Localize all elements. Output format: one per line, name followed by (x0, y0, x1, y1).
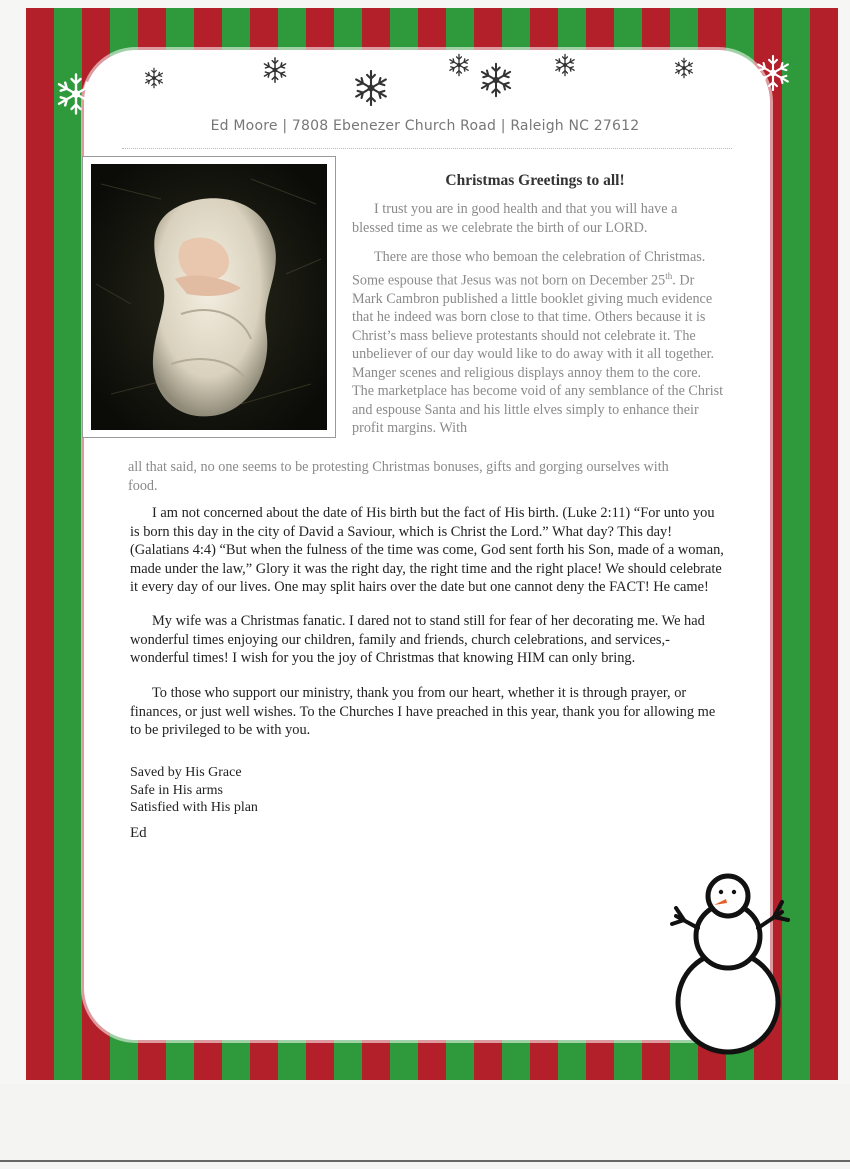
baby-photo-frame (82, 156, 336, 438)
snowflake-icon (350, 67, 392, 109)
signature-block (130, 764, 258, 842)
header-divider (122, 148, 732, 149)
signature-line-1: Saved by His Grace (130, 765, 242, 780)
snowflake-icon (142, 66, 166, 90)
paragraph-2-text-b: . Dr Mark Cambron published a little booklet giving much evidence that he indeed was born close to that time. Others because it is Christ’s mass believe protestants should not celebrate it. The unbeliever of our day would like to do away with it all together. Manger scenes and religious displays annoy them to the core. The marketplace has become void of any semblance of the Christ and espouse Santa and his little elves simply to enhance their profit margins. With (352, 272, 724, 437)
snowflake-icon (672, 56, 696, 80)
letter-title: Christmas Greetings to all! (445, 172, 625, 189)
paragraph-3: I am not concerned about the date of His birth but the fact of His birth. (Luke 2:11) “For unto you is born this day in the city of David a Saviour, which is Christ the Lord.” What day? This day! (Galatians 4:4) “But when the fulness of the time was come, God sent forth his Son, made of a woman, made under the law,” Glory it was the right day, the right time and the right place! We should celebrate it every day of our lives. One may split hairs over the date but one cannot deny the FACT! He came! (130, 505, 724, 595)
paragraph-2-text-a: There are those who bemoan the celebration of Christmas. Some espouse that Jesus was not born on December 25 (352, 249, 706, 289)
signature-line-2: Safe in His arms (130, 782, 223, 798)
sender-address: Ed Moore | 7808 Ebenezer Church Road | Raleigh NC 27612 (210, 118, 640, 134)
signature-name: Ed (130, 824, 147, 841)
date-superscript: th (665, 270, 673, 281)
paragraph-2-tail: all that said, no one seems to be protesting Christmas bonuses, gifts and gorging ourselves with food. (128, 459, 669, 494)
scan-edge (0, 1160, 850, 1162)
scan-margin (0, 1084, 850, 1169)
paragraph-1: I trust you are in good health and that you will have a blessed time as we celebrate the birth of our LORD. (352, 201, 678, 236)
snowflake-icon (260, 55, 290, 85)
snowflake-icon (476, 60, 516, 100)
signature-line-3: Satisfied with His plan (130, 800, 258, 815)
baby-in-blanket-photo (91, 164, 327, 430)
snowflake-icon (752, 52, 794, 94)
snowflake-icon (52, 70, 100, 118)
snowflake-icon (446, 52, 472, 78)
snowflake-icon (552, 52, 578, 78)
snowman-icon (664, 872, 804, 1062)
paragraph-2 (352, 248, 724, 438)
paragraph-5: To those who support our ministry, thank you from our heart, whether it is through prayer, or finances, or just well wishes. To the Churches I have preached in this year, thank you for allowing me to be privileged to be with you. (130, 685, 716, 738)
paragraph-4: My wife was a Christmas fanatic. I dared not to stand still for fear of her decorating me. We had wonderful times enjoying our children, family and friends, church celebrations, and services,- wonderful times! I wish for you the joy of Christmas that knowing HIM can only bring. (130, 613, 705, 666)
